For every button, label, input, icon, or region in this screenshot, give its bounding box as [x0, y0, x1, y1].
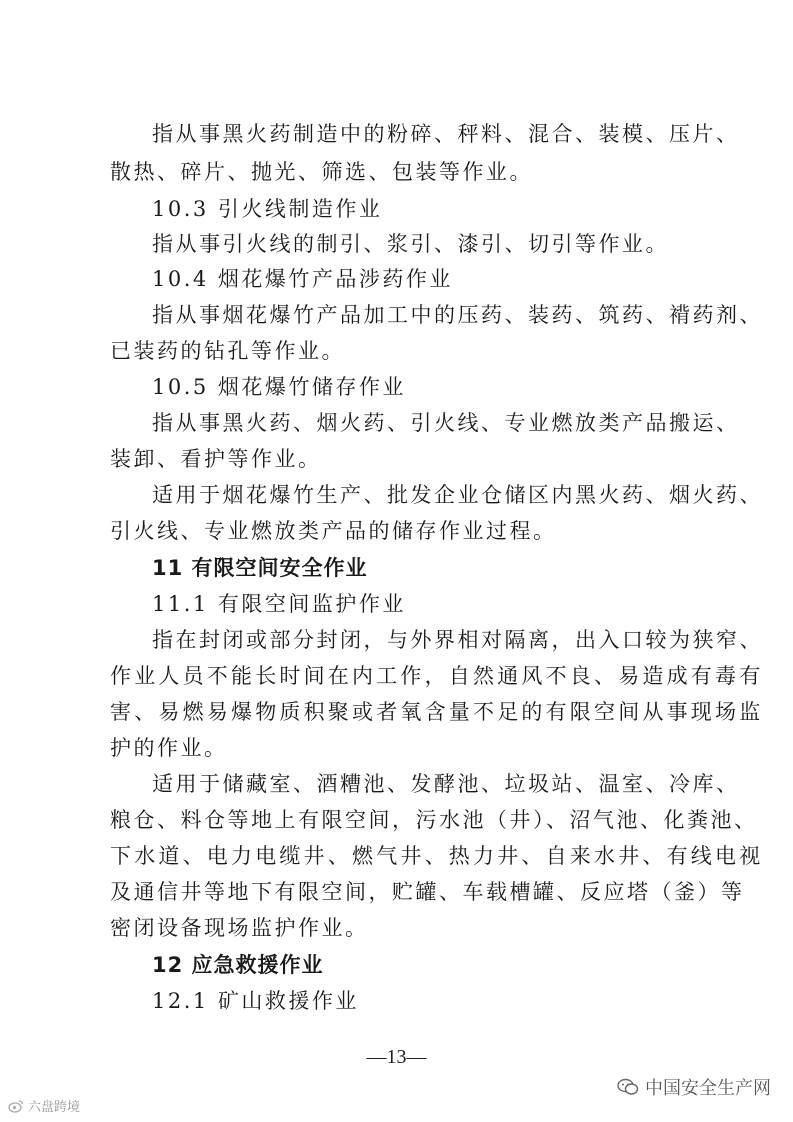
- page-number: —13—: [366, 1046, 427, 1068]
- paragraph-line: 指从事黑火药、烟火药、引火线、专业燃放类产品搬运、: [152, 411, 740, 435]
- paragraph-line: 已装药的钻孔等作业。: [110, 339, 345, 363]
- paragraph-line: 指在封闭或部分封闭，与外界相对隔离，出入口较为狭窄、: [152, 628, 763, 652]
- paragraph-line: 装卸、看护等作业。: [110, 447, 322, 471]
- section-heading: 10.4 烟花爆竹产品涉药作业: [152, 267, 453, 291]
- paragraph-line: 指从事引火线的制引、浆引、漆引、切引等作业。: [152, 232, 669, 256]
- watermark-left-text: 六盘跨境: [28, 1100, 81, 1115]
- section-heading: 11.1 有限空间监护作业: [152, 592, 406, 616]
- watermark-right: [617, 1074, 771, 1100]
- chapter-heading: 11 有限空间安全作业: [152, 556, 368, 580]
- section-heading: 10.5 烟花爆竹储存作业: [152, 375, 406, 399]
- paragraph-line: 护的作业。: [110, 736, 228, 760]
- chapter-heading: 12 应急救援作业: [152, 953, 324, 977]
- section-heading: 12.1 矿山救援作业: [152, 989, 359, 1013]
- paragraph-line: 适用于储藏室、酒糟池、发酵池、垃圾站、温室、冷库、: [152, 772, 740, 796]
- paragraph-line: 粮仓、料仓等地上有限空间，污水池（井）、沼气池、化粪池、: [110, 808, 758, 832]
- paragraph-line: 适用于烟花爆竹生产、批发企业仓储区内黑火药、烟火药、: [152, 483, 763, 507]
- weibo-icon: [8, 1099, 24, 1113]
- paragraph-line: 下水道、电力电缆井、燃气井、热力井、自来水井、有线电视: [110, 844, 764, 868]
- paragraph-line: 指从事烟花爆竹产品加工中的压药、装药、筑药、褙药剂、: [152, 303, 763, 327]
- paragraph-line: 害、易燃易爆物质积聚或者氧含量不足的有限空间从事现场监: [110, 700, 764, 724]
- paragraph-line: 作业人员不能长时间在内工作，自然通风不良、易造成有毒有: [110, 664, 764, 688]
- paragraph-line: 密闭设备现场监护作业。: [110, 916, 369, 940]
- watermark-right-text: 中国安全生产网: [645, 1078, 771, 1099]
- wechat-icon: [617, 1078, 639, 1096]
- watermark-left: [8, 1096, 80, 1115]
- paragraph-line: 指从事黑火药制造中的粉碎、秤料、混合、装模、压片、: [152, 122, 740, 146]
- paragraph-line: 引火线、专业燃放类产品的储存作业过程。: [110, 519, 557, 543]
- paragraph-line: 散热、碎片、抛光、筛选、包装等作业。: [110, 160, 533, 184]
- paragraph-line: 及通信井等地下有限空间，贮罐、车载槽罐、反应塔（釜）等: [110, 880, 745, 904]
- section-heading: 10.3 引火线制造作业: [152, 197, 383, 221]
